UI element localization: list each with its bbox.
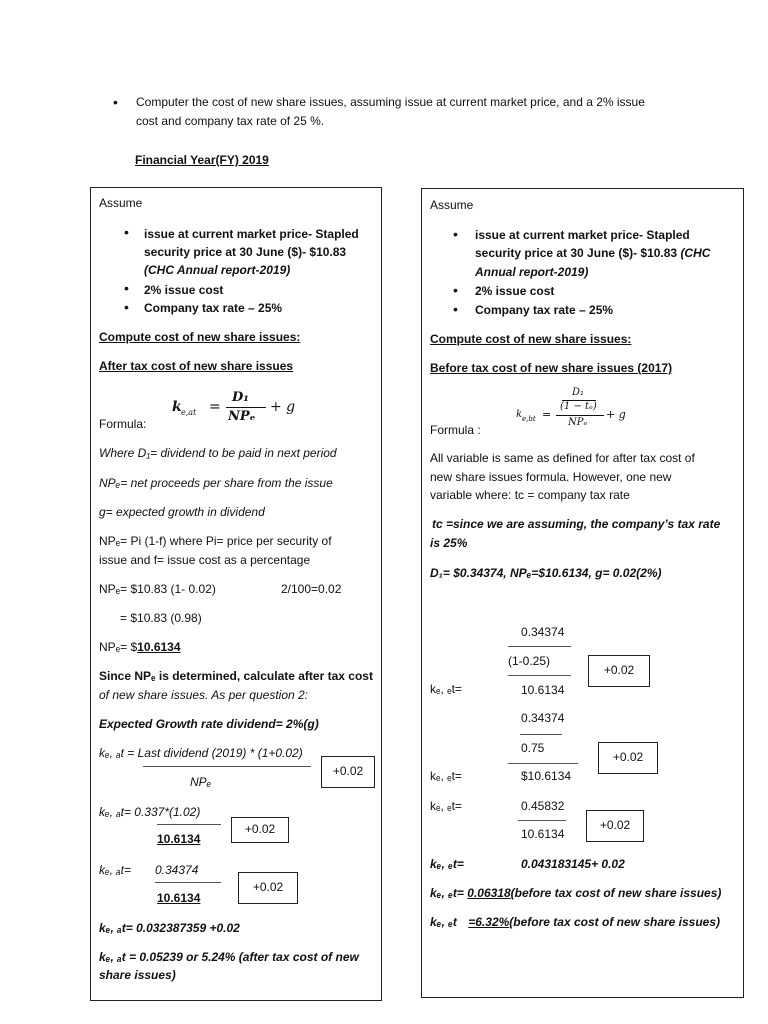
kat-step2-den: 10.6134 xyxy=(157,891,201,905)
step2-num: 0.34374 xyxy=(521,711,565,725)
step1-den: 10.6134 xyxy=(521,683,565,697)
result2: kₑ, ₑt= 0.06318(before tax cost of new share issues) xyxy=(430,886,722,900)
where-npe: NPₑ= net proceeds per share from the issue xyxy=(99,476,333,490)
plus-box: +0.02 xyxy=(231,817,289,843)
npe-result: NPₑ= $10.6134 xyxy=(99,640,181,654)
result1-value: 0.043183145+ 0.02 xyxy=(521,857,625,871)
formula-label: Formula: xyxy=(99,417,147,431)
plus-box: +0.02 xyxy=(598,742,658,774)
assume-item: issue at current market price- Stapled xyxy=(144,227,359,241)
step3-num: 0.45832 xyxy=(521,799,565,813)
plus-box: +0.02 xyxy=(586,810,644,842)
kat-step1-den: 10.6134 xyxy=(157,832,201,846)
all-variable-text: All variable is same as defined for after tax cost of xyxy=(430,451,695,465)
kat-denominator: NPₑ xyxy=(190,775,212,789)
assume-item: Company tax rate – 25% xyxy=(475,303,614,317)
before-tax-formula: k e,bt = D₁ (1 − tₑ) NPₑ + g xyxy=(516,387,626,428)
assume-item: security price at 30 June ($)- $10.83 xyxy=(144,245,347,259)
after-tax-formula: k e,at = D₁ NPₑ + g xyxy=(172,390,296,424)
tax-rate-note: is 25% xyxy=(430,536,468,550)
compute-heading: Compute cost of new share issues: xyxy=(430,332,632,346)
npe-definition: issue and f= issue cost as a percentage xyxy=(99,553,311,567)
all-variable-text: new share issues formula. However, one new xyxy=(430,470,672,484)
result3: kₑ, ₑt =6.32%(before tax cost of new share issues) xyxy=(430,915,721,929)
bullet-icon: • xyxy=(124,280,129,296)
kat-step2-num: 0.34374 xyxy=(155,863,199,877)
assume-item: Company tax rate – 25% xyxy=(144,301,283,315)
since-text: Since NPₑ is determined, calculate after tax cost xyxy=(99,669,373,683)
values-line: D₁= $0.34374, NPₑ=$10.6134, g= 0.02(2%) xyxy=(430,566,662,580)
bullet-icon: • xyxy=(124,224,129,240)
where-d1: Where D₁= dividend to be paid in next period xyxy=(99,446,337,460)
where-g: g= expected growth in dividend xyxy=(99,505,265,519)
assume-item: issue at current market price- Stapled xyxy=(475,228,690,242)
kat-step1: kₑ, ₐt= 0.337*(1.02) xyxy=(99,805,201,819)
assume-item: security price at 30 June ($)- $10.83 (CHC xyxy=(475,246,711,260)
question-line-2: cost and company tax rate of 25 %. xyxy=(136,114,325,128)
assume-label: Assume xyxy=(99,196,143,210)
bullet-icon: • xyxy=(124,299,129,315)
assume-item: (CHC Annual report-2019) xyxy=(144,263,291,277)
bullet-icon: • xyxy=(113,94,118,110)
step1-mid: (1-0.25) xyxy=(508,654,551,668)
tax-rate-note: tc =since we are assuming, the company’s tax rate xyxy=(432,517,721,531)
plus-box: +0.02 xyxy=(238,872,298,904)
after-tax-heading: After tax cost of new share issues xyxy=(99,359,294,373)
step2-mid: 0.75 xyxy=(521,741,545,755)
before-tax-heading: Before tax cost of new share issues (2017) xyxy=(430,361,673,375)
kat-formula: kₑ, ₐt = Last dividend (2019) * (1+0.02) xyxy=(99,746,303,760)
npe-calc-note: 2/100=0.02 xyxy=(281,582,342,596)
assume-label: Assume xyxy=(430,198,474,212)
kat-result: kₑ, ₐt = 0.05239 or 5.24% (after tax cost of new xyxy=(99,950,359,964)
assume-item: 2% issue cost xyxy=(475,284,555,298)
question-line-1: Computer the cost of new share issues, assuming issue at current market price, and a 2% issue xyxy=(136,95,645,109)
assume-item: 2% issue cost xyxy=(144,283,224,297)
bullet-icon: • xyxy=(453,282,458,298)
bullet-icon: • xyxy=(453,301,458,317)
assume-item: Annual report-2019) xyxy=(475,265,589,279)
step1-lhs: kₑ, ₑt= xyxy=(430,682,462,696)
step1-num: 0.34374 xyxy=(521,625,565,639)
bullet-icon: • xyxy=(453,226,458,242)
step3-lhs: kₑ, ₑt= xyxy=(430,799,462,813)
since-text: of new share issues. As per question 2: xyxy=(99,688,309,702)
npe-definition: NPₑ= Pi (1-f) where Pi= price per security of xyxy=(99,534,332,548)
plus-box: +0.02 xyxy=(321,756,375,788)
page-heading: Financial Year(FY) 2019 xyxy=(135,153,269,167)
formula-label: Formula : xyxy=(430,423,481,437)
kat-step2-lhs: kₑ, ₐt= xyxy=(99,863,131,877)
result1-lhs: kₑ, ₑt= xyxy=(430,857,464,871)
step2-lhs: kₑ, ₑt= xyxy=(430,769,462,783)
compute-heading: Compute cost of new share issues: xyxy=(99,330,301,344)
kat-result: kₑ, ₐt= 0.032387359 +0.02 xyxy=(99,921,240,935)
plus-box: +0.02 xyxy=(588,655,650,687)
kat-result: share issues) xyxy=(99,968,176,982)
growth-rate: Expected Growth rate dividend= 2%(g) xyxy=(99,717,319,731)
all-variable-text: variable where: tc = company tax rate xyxy=(430,488,630,502)
step3-den: 10.6134 xyxy=(521,827,565,841)
npe-calc: = $10.83 (0.98) xyxy=(120,611,202,625)
npe-calc: NPₑ= $10.83 (1- 0.02) xyxy=(99,582,216,596)
step2-den: $10.6134 xyxy=(521,769,572,783)
